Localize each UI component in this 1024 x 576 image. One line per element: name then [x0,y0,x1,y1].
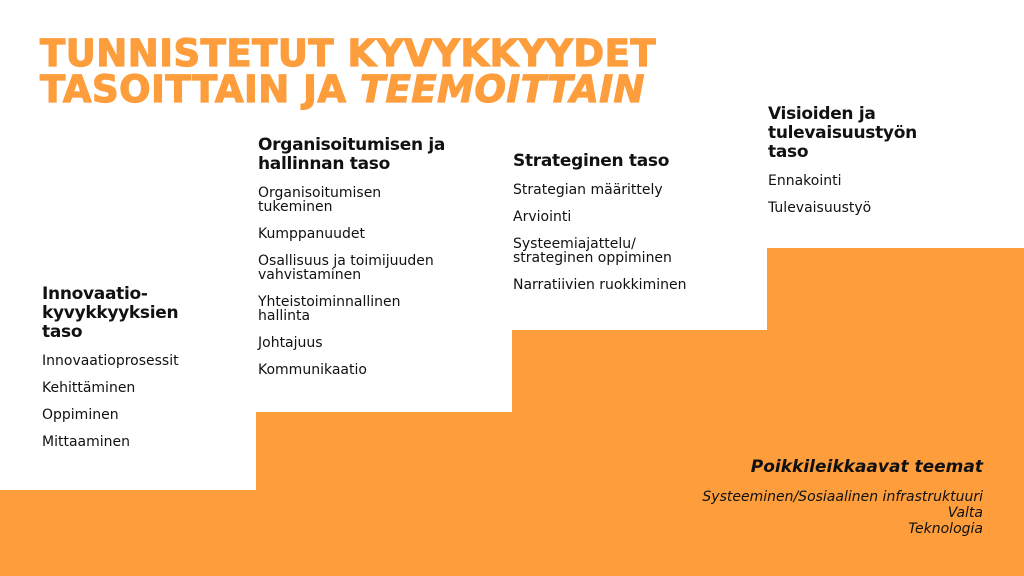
level-vision [768,105,988,228]
level-heading: Organisoitumisen ja hallinnan taso [258,135,446,174]
themes-heading: Poikkileikkaavat teemat [750,457,983,477]
level-organisation [258,136,498,390]
list-item: Arviointi [513,209,572,225]
list-item: Ennakointi [768,173,842,189]
title-line-2-italic: TEEMOITTAIN [359,68,646,111]
level-items [513,183,763,292]
list-item: Kommunikaatio [258,362,367,378]
list-item: Kehittäminen [42,380,136,396]
themes-items [702,489,983,537]
title-line-1: TUNNISTETUT KYVYKKYYDET [40,32,657,75]
cross-cutting-themes [702,457,983,537]
theme-item: Systeeminen/Sosiaalinen infrastruktuuri [702,489,983,505]
list-item: Tulevaisuustyö [768,200,872,216]
page-title [40,32,657,111]
level-heading: Innovaatio- kyvykkyyksien taso [42,284,179,342]
list-item: Oppiminen [42,407,119,423]
title-line-2 [40,68,656,111]
list-item: Strategian määrittely [513,182,663,198]
level-innovation [42,285,242,462]
level-heading: Strateginen taso [513,151,670,171]
level-items [42,354,242,449]
level-heading: Visioiden ja tulevaisuustyön taso [768,104,917,162]
list-item: Systeemiajattelu/ strateginen oppiminen [513,236,672,266]
level-items [768,174,988,215]
list-item: Kumppanuudet [258,226,365,242]
level-strategic [513,152,763,305]
title-line-2-regular: TASOITTAIN JA [40,68,360,111]
level-items [258,186,498,377]
list-item: Yhteistoiminnallinen hallinta [258,294,401,324]
theme-item: Teknologia [908,521,983,537]
theme-item: Valta [947,505,983,521]
list-item: Narratiivien ruokkiminen [513,277,687,293]
list-item: Mittaaminen [42,434,130,450]
list-item: Johtajuus [258,335,323,351]
list-item: Innovaatioprosessit [42,353,179,369]
list-item: Organisoitumisen tukeminen [258,185,382,215]
list-item: Osallisuus ja toimijuuden vahvistaminen [258,253,434,283]
